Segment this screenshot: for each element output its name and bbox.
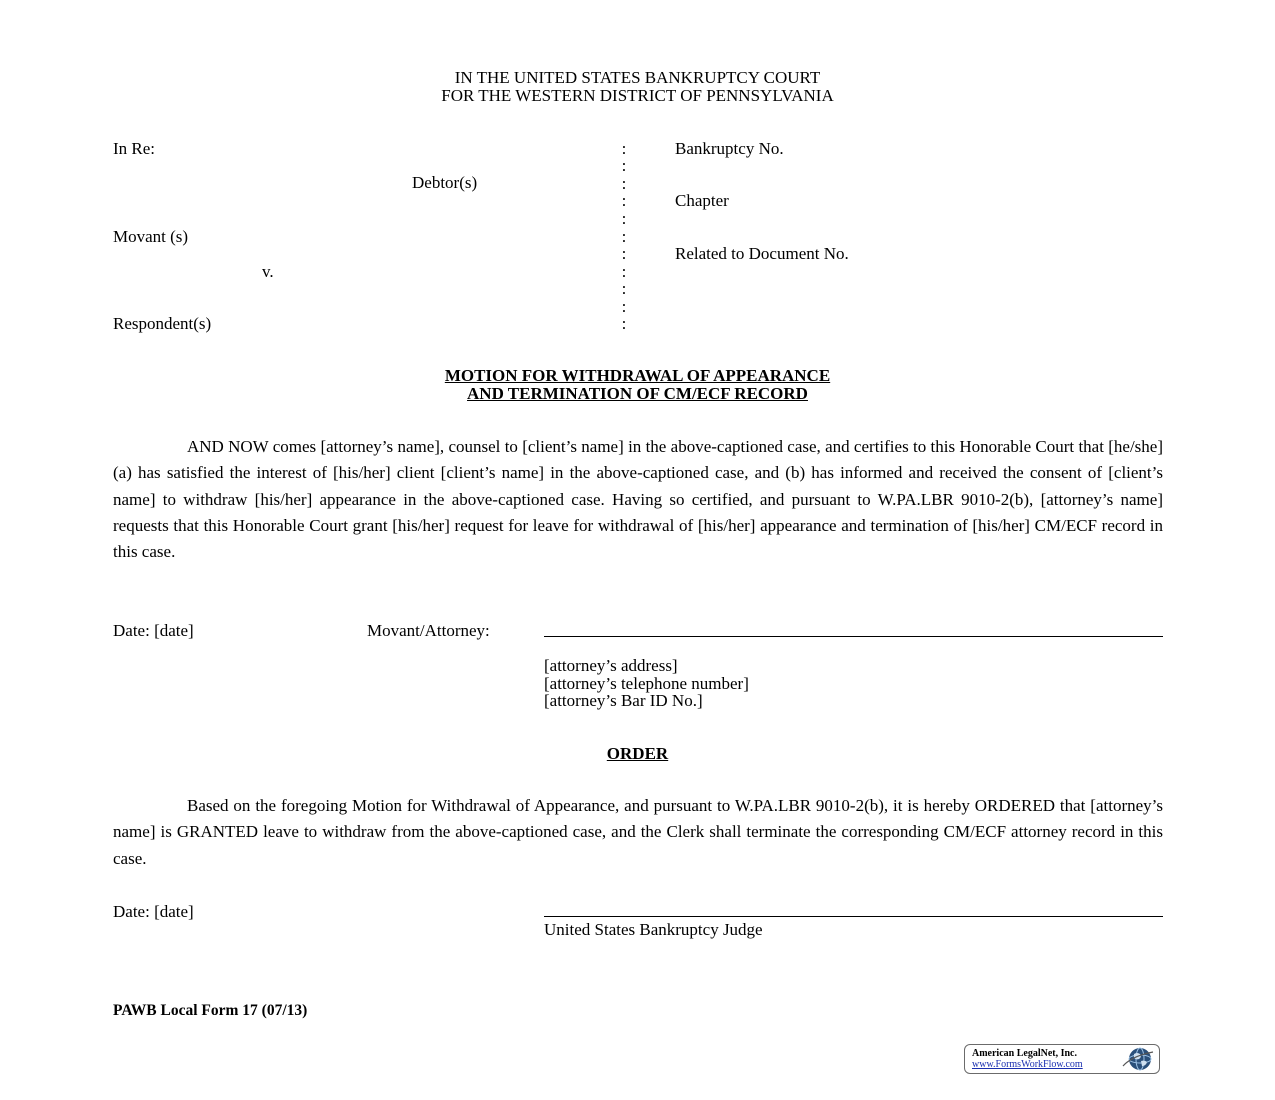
colon: : xyxy=(621,139,627,158)
order-body-text: Based on the foregoing Motion for Withdrawal of Appearance, and pursuant to W.PA.LBR 9010-2(b), it is hereby ORDERED that [attorney’s name] is GRANTED leave to withdraw from the above-captioned case, and the Clerk shall terminate the corresponding CM/ECF attorney record in this case. xyxy=(113,796,1163,868)
movant-signature-line xyxy=(544,636,1163,637)
order-title-text: ORDER xyxy=(606,744,669,763)
logo-website-link[interactable]: www.FormsWorkFlow.com xyxy=(972,1059,1083,1070)
debtor-label: Debtor(s) xyxy=(412,173,478,192)
attorney-telephone: [attorney’s telephone number] xyxy=(544,674,749,693)
movant-label: Movant (s) xyxy=(113,227,189,246)
motion-title-text: AND TERMINATION OF CM/ECF RECORD xyxy=(467,384,808,403)
motion-title-line2 xyxy=(0,385,1275,402)
chapter-label: Chapter xyxy=(675,191,729,210)
motion-body-text: AND NOW comes [attorney’s name], counsel to [client’s name] in the above-captioned case, and certifies to this Honorable Court that [he/she] (a) has satisfied the interest of [his/her] client [client’s name] in the above-captioned case, and (b) has informed and received the consent of [client’s name] to withdraw [his/her] appearance in the above-captioned case. Having so certified, and pursuant to W.PA.LBR 9010-2(b), [attorney’s name] requests that this Honorable Court grant [his/her] request for leave for withdrawal of [his/her] appearance and termination of [his/her] CM/ECF record in this case. xyxy=(113,437,1163,562)
attorney-bar-id: [attorney’s Bar ID No.] xyxy=(544,691,703,710)
colon: : xyxy=(621,279,627,298)
motion-title-text: MOTION FOR WITHDRAWAL OF APPEARANCE xyxy=(444,366,831,385)
colon: : xyxy=(621,314,627,333)
judge-signature-line xyxy=(544,916,1163,917)
judge-title-label: United States Bankruptcy Judge xyxy=(544,920,763,939)
american-legalnet-logo[interactable] xyxy=(964,1044,1160,1074)
form-identifier: PAWB Local Form 17 (07/13) xyxy=(113,1002,308,1019)
colon: : xyxy=(621,244,627,263)
motion-title-line1 xyxy=(0,367,1275,384)
globe-icon xyxy=(1121,1046,1155,1072)
colon: : xyxy=(621,227,627,246)
colon: : xyxy=(621,297,627,316)
order-title xyxy=(0,745,1275,762)
order-date-label: Date: [date] xyxy=(113,902,194,921)
movant-attorney-label: Movant/Attorney: xyxy=(367,621,490,640)
logo-company-name: American LegalNet, Inc. xyxy=(972,1048,1077,1059)
bankruptcy-no-label: Bankruptcy No. xyxy=(675,139,784,158)
colon: : xyxy=(621,191,627,210)
court-name-line2: FOR THE WESTERN DISTRICT OF PENNSYLVANIA xyxy=(441,86,834,105)
court-name-line1: IN THE UNITED STATES BANKRUPTCY COURT xyxy=(454,68,821,87)
respondent-label: Respondent(s) xyxy=(113,314,212,333)
versus-label: v. xyxy=(262,262,274,281)
colon: : xyxy=(621,262,627,281)
colon: : xyxy=(621,156,627,175)
attorney-address: [attorney’s address] xyxy=(544,656,678,675)
motion-body-paragraph xyxy=(113,434,1163,565)
related-document-label: Related to Document No. xyxy=(675,244,849,263)
motion-date-label: Date: [date] xyxy=(113,621,194,640)
order-body-paragraph xyxy=(113,793,1163,872)
colon: : xyxy=(621,209,627,228)
in-re-label: In Re: xyxy=(113,139,156,158)
colon: : xyxy=(621,174,627,193)
